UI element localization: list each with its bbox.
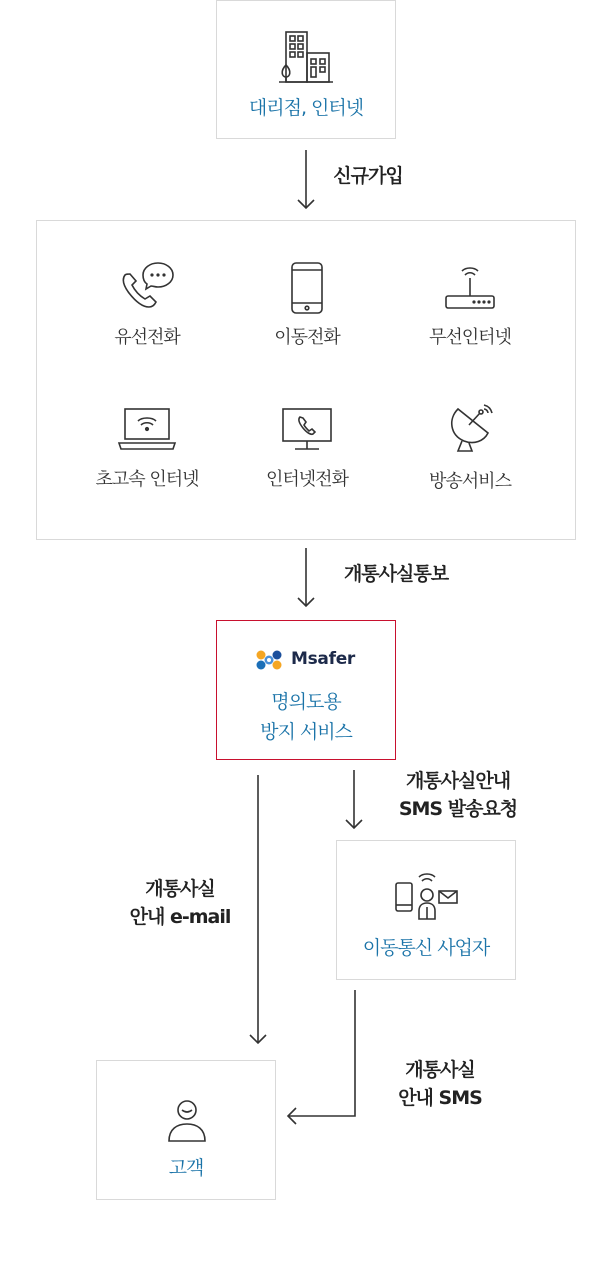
service-label: 인터넷전화	[266, 469, 348, 490]
mobile-phone-icon	[279, 261, 335, 315]
service-label: 초고속 인터넷	[95, 469, 199, 490]
msafer-line1: 명의도용	[271, 691, 341, 713]
service-item	[72, 405, 222, 491]
arrow-notify	[295, 548, 317, 610]
service-label: 유선전화	[114, 327, 180, 348]
laptop-wifi-icon	[117, 405, 177, 453]
building-icon	[276, 29, 336, 87]
arrow-sms-request	[343, 770, 365, 832]
satellite-dish-icon	[442, 401, 498, 453]
arrow-signup	[295, 150, 317, 212]
arrow-notify-label: 개통사실통보	[343, 563, 449, 585]
arrow-email	[247, 775, 269, 1047]
msafer-line2: 방지 서비스	[260, 721, 352, 743]
service-label: 무선인터넷	[429, 327, 511, 348]
msafer-box	[216, 620, 396, 760]
arrow-email-label: 개통사실 안내 e-mail	[129, 878, 231, 928]
monitor-phone-icon	[277, 405, 337, 453]
msafer-logo-text: Msafer	[291, 649, 356, 669]
arrow-sms	[280, 990, 366, 1126]
carrier-box	[336, 840, 516, 980]
phone-handset-chat-icon	[119, 261, 175, 311]
agency-label: 대리점, 인터넷	[248, 97, 364, 119]
service-label: 방송서비스	[429, 471, 511, 492]
service-item	[72, 261, 222, 349]
customer-box	[96, 1060, 276, 1200]
carrier-label: 이동통신 사업자	[362, 937, 490, 959]
service-label: 이동전화	[274, 327, 340, 348]
wifi-router-icon	[442, 261, 498, 311]
service-item	[232, 261, 382, 349]
service-item	[395, 401, 545, 493]
service-item	[232, 405, 382, 491]
customer-label: 고객	[168, 1157, 204, 1179]
msafer-logo-icon	[251, 647, 291, 673]
user-icon	[167, 1099, 207, 1143]
arrow-sms-request-label: 개통사실안내 SMS 발송요청	[398, 770, 518, 820]
service-item	[395, 261, 545, 349]
arrow-sms-label: 개통사실 안내 SMS	[398, 1059, 482, 1109]
mobile-operator-icon	[393, 867, 461, 925]
services-box	[36, 220, 576, 540]
arrow-signup-label: 신규가입	[333, 165, 403, 187]
agency-box	[216, 0, 396, 139]
